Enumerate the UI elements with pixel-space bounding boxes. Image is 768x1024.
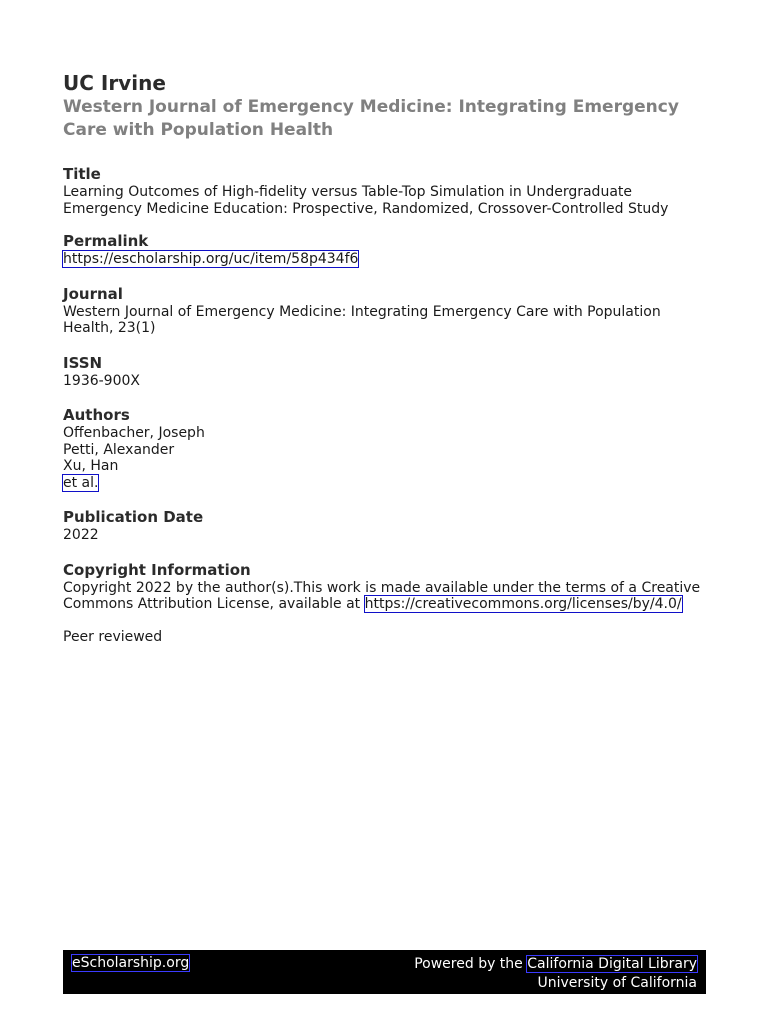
publication-date-label: Publication Date [63, 508, 204, 526]
permalink-label: Permalink [63, 232, 149, 250]
license-link[interactable]: https://creativecommons.org/licenses/by/4.0/ [364, 596, 682, 612]
journal-label: Journal [63, 284, 123, 303]
permalink-link[interactable]: https://escholarship.org/uc/item/58p434f6 [63, 251, 359, 267]
peer-review-status: Peer reviewed [63, 628, 163, 645]
university-name: University of California [537, 975, 697, 991]
permalink-section [63, 231, 706, 268]
cover-page [63, 70, 706, 645]
page-header [63, 70, 706, 142]
copyright-section [63, 560, 706, 613]
author-name: Petti, Alexander [63, 441, 175, 458]
article-title: Learning Outcomes of High-fidelity versus Table-Top Simulation in Undergraduate Emergency Medicine Education: Prospective, Randomized, Crossover-Controlled Study [63, 184, 669, 217]
issn-label: ISSN [63, 353, 103, 372]
copyright-text: Copyright 2022 by the author(s).This work is made available under the terms of a Creative Commons Attribution License, available at [63, 579, 701, 612]
title-label: Title [63, 165, 101, 183]
title-section [63, 164, 706, 217]
et-al-link[interactable]: et al. [63, 474, 99, 491]
institution-name: UC Irvine [63, 71, 166, 95]
issn-value: 1936-900X [63, 372, 140, 389]
journal-name: Western Journal of Emergency Medicine: Integrating Emergency Care with Population Health, 23(1) [63, 303, 661, 336]
publication-date-value: 2022 [63, 527, 99, 543]
authors-label: Authors [63, 406, 130, 424]
issn-section [63, 353, 706, 390]
author-name: Xu, Han [63, 458, 119, 474]
collection-title: Western Journal of Emergency Medicine: Integrating Emergency Care with Population Health [63, 97, 679, 140]
publication-date-section [63, 507, 706, 544]
cdl-link[interactable]: California Digital Library [527, 956, 697, 972]
authors-section [63, 405, 706, 491]
peer-review-section [63, 629, 706, 646]
page-footer [63, 950, 706, 994]
powered-by-text: Powered by the [414, 956, 528, 972]
author-name: Offenbacher, Joseph [63, 425, 205, 441]
journal-section [63, 284, 706, 337]
escholarship-link[interactable]: eScholarship.org [72, 955, 190, 971]
copyright-label: Copyright Information [63, 560, 251, 579]
